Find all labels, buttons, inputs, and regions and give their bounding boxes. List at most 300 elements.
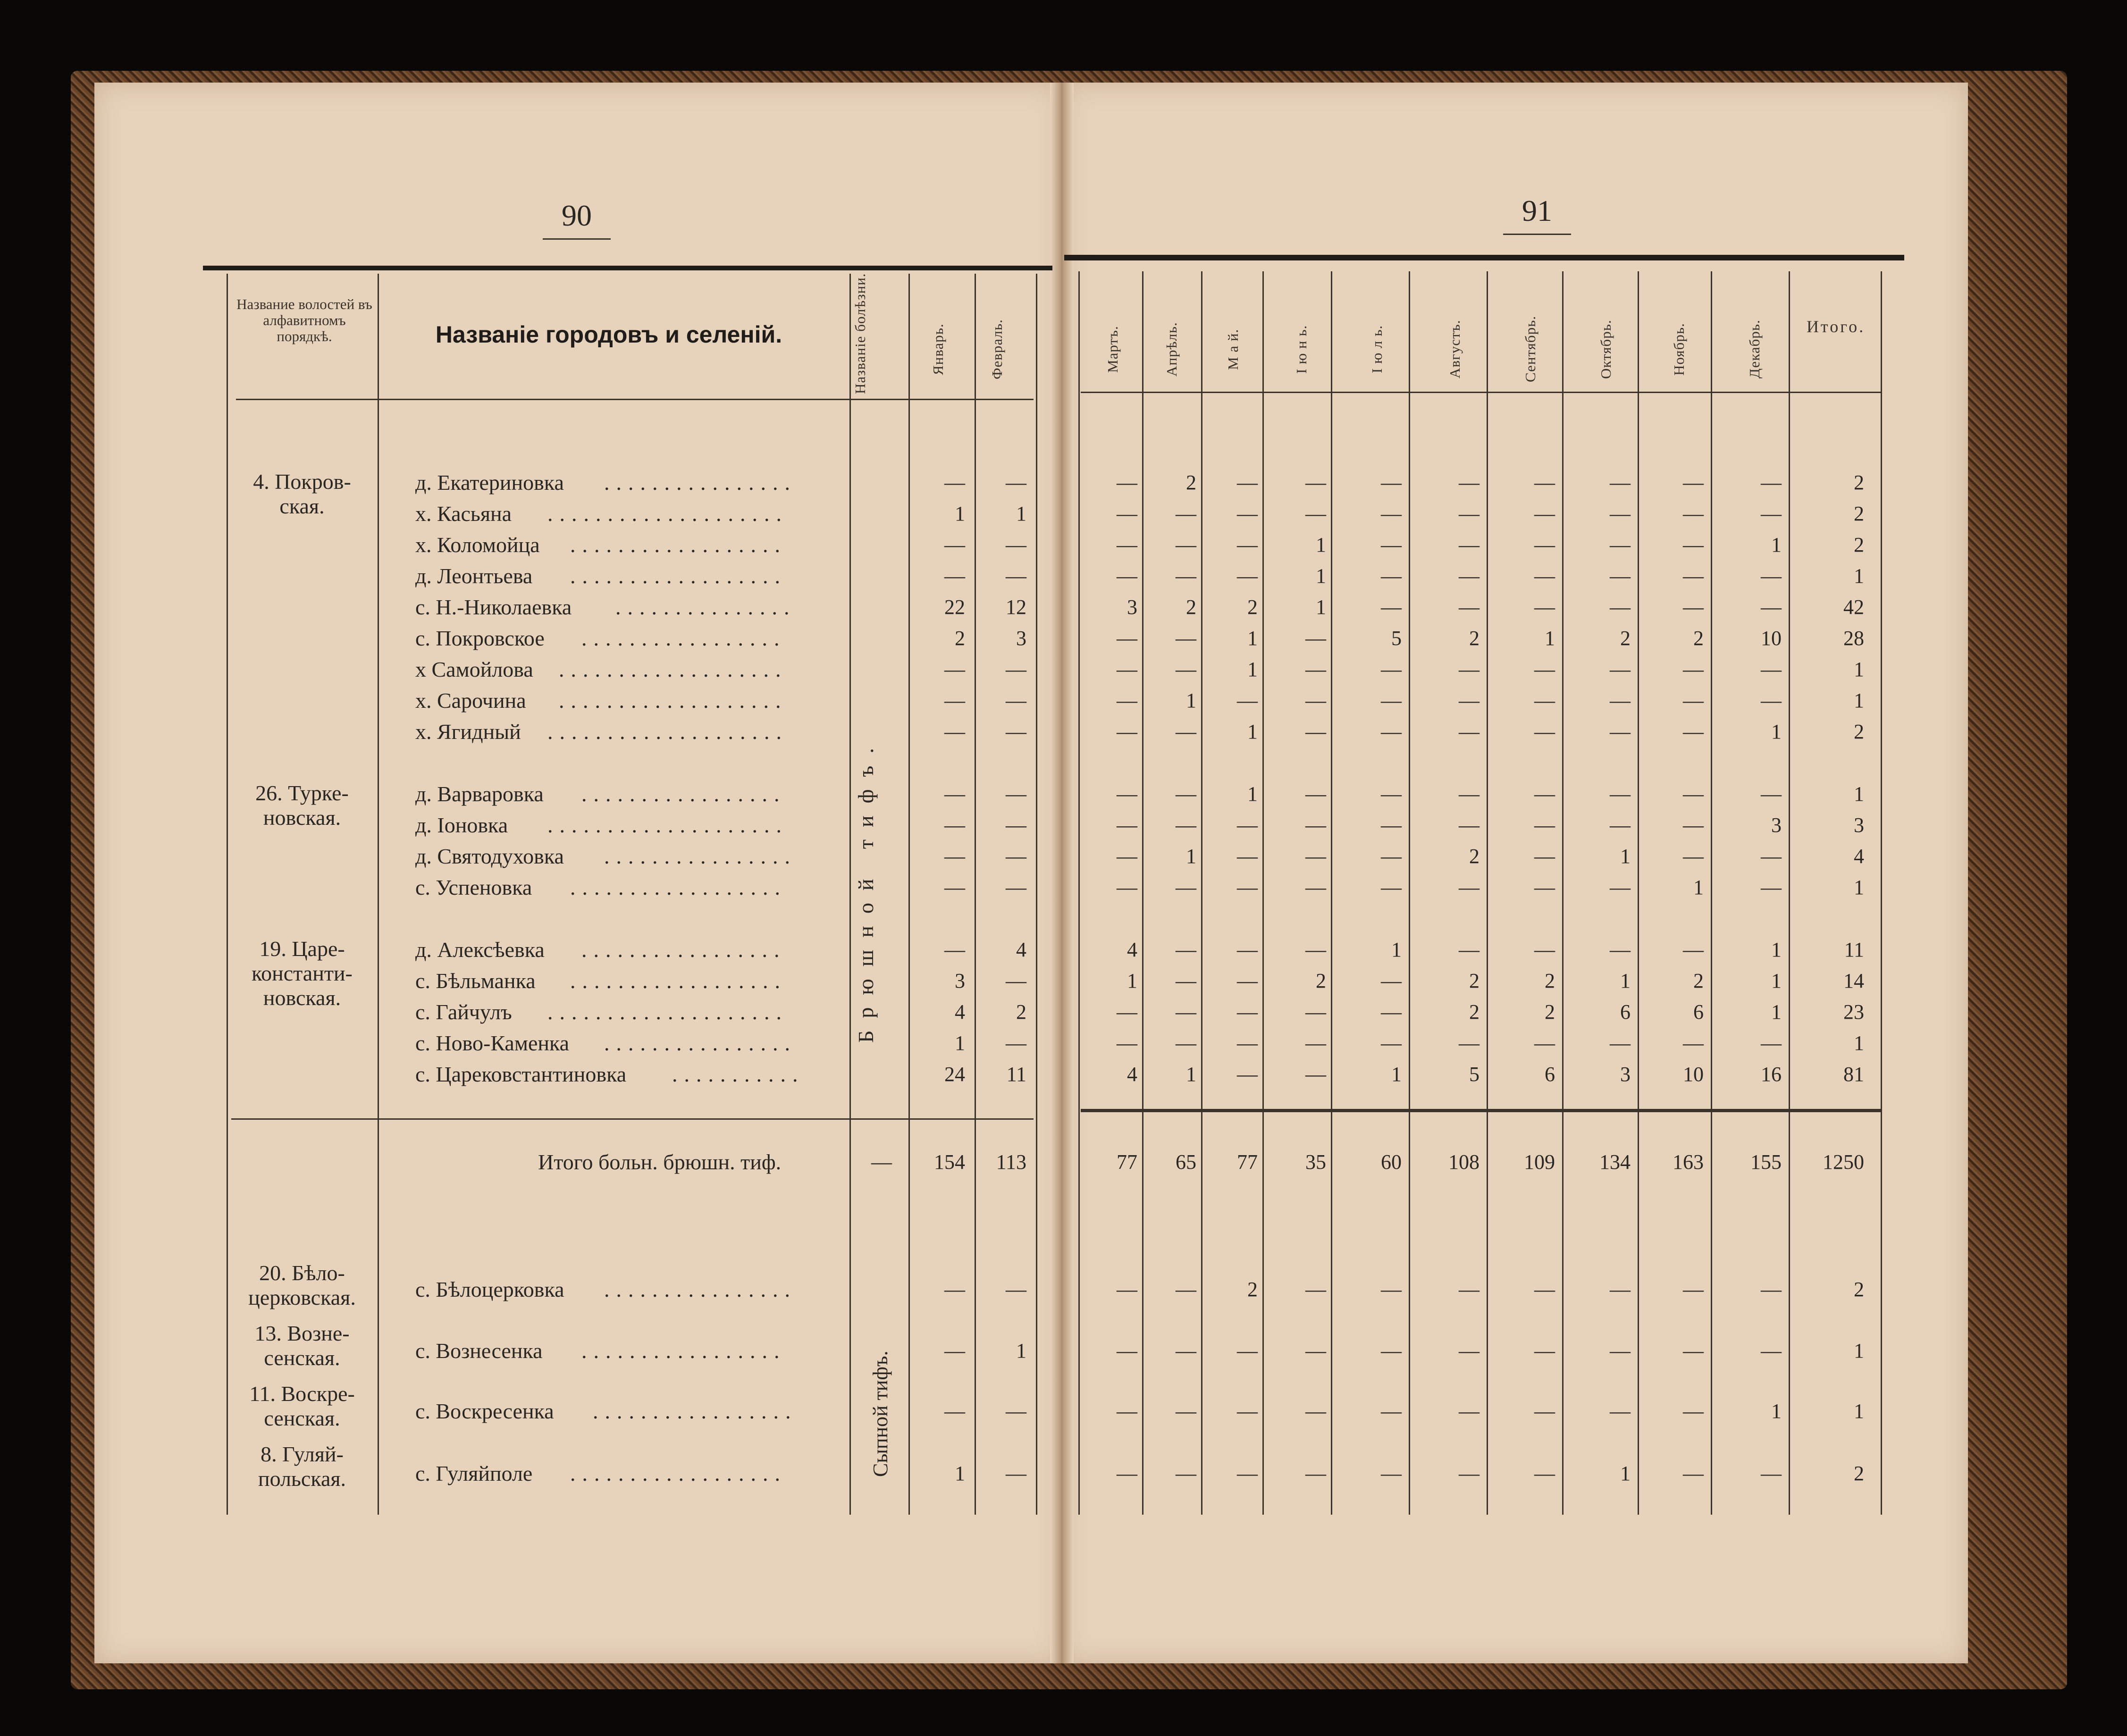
typhus-cell: — — [1176, 1339, 1196, 1362]
typhoid-cell: 3 — [1016, 627, 1026, 650]
typhoid-cell: 1 — [1854, 564, 1864, 587]
column-rule — [1562, 271, 1564, 1515]
typhoid-cell: — — [1176, 533, 1196, 556]
typhoid-settlement-name: х. Касьяна — [415, 502, 512, 526]
typhoid-cell: 2 — [955, 627, 965, 650]
typhoid-cell: 1 — [1186, 845, 1196, 868]
header-bottom-rule-left — [236, 399, 1034, 400]
top-rule-left — [203, 266, 1052, 270]
typhoid-cell: — — [1761, 876, 1782, 899]
typhoid-cell: — — [1610, 689, 1631, 712]
column-rule — [1409, 271, 1410, 1515]
typhoid-cell: — — [1381, 782, 1402, 805]
typhoid-cell: — — [1117, 720, 1137, 743]
typhoid-cell: — — [1117, 658, 1137, 681]
typhoid-cell: — — [1683, 813, 1704, 837]
volost-tsarekonstantinovskaya: 19. Царе- константи- новская. — [252, 937, 353, 1010]
typhoid-cell: — — [1610, 720, 1631, 743]
page-number-left: 90 — [562, 199, 592, 232]
typhoid-cell: 22 — [944, 595, 965, 619]
typhoid-cell: — — [1683, 938, 1704, 961]
typhoid-cell: — — [1459, 533, 1480, 556]
typhoid-cell: — — [1237, 876, 1258, 899]
typhoid-cell: 1 — [1854, 658, 1864, 681]
typhoid-cell: — — [1006, 845, 1026, 868]
typhoid-cell: — — [1006, 876, 1026, 899]
typhoid-cell: — — [1176, 502, 1196, 525]
volost-turkenovskaya: 26. Турке- новская. — [255, 781, 349, 830]
typhoid-cell: — — [1610, 595, 1631, 619]
typhoid-cell: — — [1305, 627, 1326, 650]
typhoid-cell: — — [944, 471, 965, 494]
typhoid-cell: 6 — [1620, 1000, 1631, 1023]
typhoid-cell: — — [1459, 689, 1480, 712]
typhoid-cell: — — [1534, 876, 1555, 899]
typhoid-cell: 81 — [1843, 1063, 1864, 1086]
typhoid-cell: — — [1006, 471, 1026, 494]
typhoid-cell: 14 — [1843, 969, 1864, 992]
typhus-cell: — — [1459, 1339, 1480, 1362]
typhus-settlement-name: с. Вознесенка — [415, 1339, 543, 1363]
typhoid-cell: — — [1683, 658, 1704, 681]
typhoid-cell: — — [1459, 471, 1480, 494]
typhoid-cell: — — [1305, 813, 1326, 837]
typhoid-cell: 2 — [1469, 1000, 1480, 1023]
typhoid-cell: 3 — [1127, 595, 1137, 619]
typhoid-cell: 24 — [944, 1063, 965, 1086]
typhoid-cell: — — [1381, 595, 1402, 619]
total-row-label: Итого больн. брюшн. тиф. — [538, 1150, 782, 1174]
typhoid-cell: 1 — [1316, 595, 1326, 619]
typhoid-cell: — — [1305, 782, 1326, 805]
typhoid-cell: 4 — [1854, 845, 1864, 868]
typhoid-cell: — — [1761, 845, 1782, 868]
typhoid-cell: 2 — [1316, 969, 1326, 992]
typhoid-cell: 1 — [1854, 876, 1864, 899]
typhoid-cell: — — [1237, 689, 1258, 712]
column-rule — [1036, 274, 1037, 1515]
typhoid-cell: 3 — [1854, 813, 1864, 837]
typhoid-cell: 16 — [1761, 1063, 1782, 1086]
typhus-cell: — — [1683, 1278, 1704, 1301]
typhus-cell: 2 — [1854, 1278, 1864, 1301]
typhoid-cell: 2 — [1469, 845, 1480, 868]
typhoid-cell: — — [1176, 938, 1196, 961]
typhoid-cell: 1 — [1391, 938, 1402, 961]
typhoid-cell: — — [1176, 813, 1196, 837]
typhoid-cell: — — [1117, 782, 1137, 805]
total-row-cell: 108 — [1448, 1150, 1480, 1174]
header-dec: Декабрь. — [1746, 319, 1763, 379]
typhoid-cell: — — [944, 533, 965, 556]
typhoid-cell: 1 — [1016, 502, 1026, 525]
typhus-cell: — — [1381, 1339, 1402, 1362]
typhus-cell: 2 — [1854, 1462, 1864, 1485]
typhoid-cell: — — [1381, 1032, 1402, 1055]
typhoid-cell: — — [1683, 845, 1704, 868]
typhoid-cell: 3 — [955, 969, 965, 992]
typhoid-cell: — — [944, 845, 965, 868]
typhoid-cell: — — [944, 813, 965, 837]
typhoid-cell: — — [1381, 564, 1402, 587]
header-disease: Названіе болѣзни. — [852, 273, 868, 394]
typhoid-settlement-name: с. Успеновка — [415, 875, 532, 899]
typhus-cell: 1 — [1854, 1400, 1864, 1423]
typhus-cell: — — [1534, 1400, 1555, 1423]
header-apr: Апрѣль. — [1163, 322, 1180, 377]
typhus-cell: — — [1305, 1278, 1326, 1301]
typhoid-cell: 2 — [1693, 627, 1704, 650]
typhoid-cell: — — [1459, 876, 1480, 899]
typhoid-cell: — — [1237, 1000, 1258, 1023]
typhoid-cell: — — [1006, 658, 1026, 681]
total-row-cell: 134 — [1599, 1150, 1631, 1174]
typhoid-cell: — — [1534, 564, 1555, 587]
typhoid-cell: 1 — [1620, 969, 1631, 992]
typhoid-settlement-name: с. Гайчулъ — [415, 1000, 512, 1024]
typhoid-cell: — — [1176, 1000, 1196, 1023]
typhoid-cell: 5 — [1469, 1063, 1480, 1086]
typhus-cell: — — [1610, 1278, 1631, 1301]
typhus-cell: — — [1117, 1462, 1137, 1485]
typhoid-cell: — — [1534, 658, 1555, 681]
typhoid-cell: — — [1381, 876, 1402, 899]
typhus-cell: — — [1534, 1462, 1555, 1485]
typhus-cell: — — [1761, 1462, 1782, 1485]
typhoid-cell: 28 — [1843, 627, 1864, 650]
typhoid-cell: 2 — [1469, 969, 1480, 992]
total-row-cell: 155 — [1750, 1150, 1782, 1174]
typhoid-cell: — — [1683, 533, 1704, 556]
typhoid-cell: — — [1610, 876, 1631, 899]
typhoid-cell: — — [1305, 689, 1326, 712]
typhoid-cell: — — [1761, 658, 1782, 681]
typhoid-cell: — — [1459, 720, 1480, 743]
typhoid-cell: — — [1305, 938, 1326, 961]
typhoid-cell: — — [1117, 813, 1137, 837]
typhoid-cell: 1 — [1854, 1032, 1864, 1055]
typhoid-cell: — — [1006, 689, 1026, 712]
typhoid-cell: — — [1006, 1032, 1026, 1055]
typhus-cell: — — [1683, 1462, 1704, 1485]
typhus-cell: — — [1176, 1462, 1196, 1485]
typhus-cell: — — [1305, 1400, 1326, 1423]
typhoid-cell: — — [1117, 564, 1137, 587]
typhoid-cell: 2 — [1186, 471, 1196, 494]
typhoid-cell: 1 — [1316, 564, 1326, 587]
typhoid-cell: — — [1683, 782, 1704, 805]
typhoid-cell: 6 — [1545, 1063, 1555, 1086]
total-row-cell: 77 — [1117, 1150, 1137, 1174]
typhoid-cell: 11 — [1006, 1063, 1026, 1086]
typhoid-cell: — — [944, 564, 965, 587]
typhoid-cell: — — [1305, 1063, 1326, 1086]
total-row-cell: 109 — [1524, 1150, 1555, 1174]
typhoid-cell: 4 — [1016, 938, 1026, 961]
typhoid-cell: — — [1117, 627, 1137, 650]
typhoid-cell: — — [1761, 502, 1782, 525]
typhoid-cell: — — [1381, 502, 1402, 525]
typhoid-cell: 1 — [955, 1032, 965, 1055]
typhus-cell: 1 — [955, 1462, 965, 1485]
typhus-cell: 1 — [1620, 1462, 1631, 1485]
column-rule — [1789, 271, 1790, 1515]
typhoid-cell: — — [1534, 533, 1555, 556]
header-may: М а й. — [1225, 328, 1241, 370]
typhoid-cell: — — [1237, 471, 1258, 494]
typhoid-cell: 2 — [1693, 969, 1704, 992]
typhoid-cell: 5 — [1391, 627, 1402, 650]
typhoid-cell: — — [1459, 938, 1480, 961]
typhoid-cell: 12 — [1006, 595, 1026, 619]
typhus-cell: 2 — [1247, 1278, 1258, 1301]
typhoid-cell: — — [1610, 813, 1631, 837]
typhus-cell: — — [1305, 1462, 1326, 1485]
typhoid-cell: — — [1176, 1032, 1196, 1055]
typhoid-cell: — — [1761, 471, 1782, 494]
typhus-cell: — — [1534, 1278, 1555, 1301]
typhoid-cell: — — [1237, 938, 1258, 961]
typhoid-cell: — — [1117, 845, 1137, 868]
total-row-disease-cell: — — [871, 1150, 892, 1174]
typhoid-cell: — — [1534, 938, 1555, 961]
typhoid-cell: — — [1176, 782, 1196, 805]
typhoid-cell: 1 — [1771, 938, 1782, 961]
typhoid-cell: 4 — [1127, 1063, 1137, 1086]
typhoid-cell: 2 — [1620, 627, 1631, 650]
typhoid-cell: 1 — [1693, 876, 1704, 899]
typhoid-cell: 2 — [1469, 627, 1480, 650]
typhoid-settlement-name: х Самойлова — [415, 657, 533, 681]
typhoid-cell: 1 — [1771, 969, 1782, 992]
top-rule-right — [1064, 255, 1904, 260]
typhus-cell: 1 — [1854, 1339, 1864, 1362]
typhoid-cell: — — [1683, 564, 1704, 587]
total-row-cell: 113 — [996, 1150, 1026, 1174]
typhoid-cell: — — [1459, 502, 1480, 525]
column-rule — [1711, 271, 1712, 1515]
typhus-cell: — — [1381, 1462, 1402, 1485]
column-rule — [1487, 271, 1488, 1515]
typhoid-cell: — — [1534, 813, 1555, 837]
column-rule — [1881, 271, 1882, 1515]
typhoid-cell: — — [1381, 720, 1402, 743]
typhoid-cell: — — [1610, 938, 1631, 961]
typhoid-cell: 1 — [1247, 658, 1258, 681]
total-row-cell: 60 — [1381, 1150, 1402, 1174]
typhus-cell: — — [1237, 1462, 1258, 1485]
typhoid-cell: — — [1237, 1032, 1258, 1055]
typhus-settlement-name: с. Бѣлоцерковка — [415, 1277, 564, 1301]
typhoid-cell: — — [1237, 813, 1258, 837]
typhoid-cell: — — [1761, 595, 1782, 619]
typhoid-cell: — — [1459, 782, 1480, 805]
typhus-cell: 1 — [1771, 1400, 1782, 1423]
header-sep: Сентябрь. — [1522, 316, 1539, 383]
total-row-cell: 35 — [1305, 1150, 1326, 1174]
typhoid-cell: — — [1381, 533, 1402, 556]
typhus-cell: — — [1381, 1278, 1402, 1301]
typhoid-cell: 42 — [1843, 595, 1864, 619]
typhus-settlement-name: с. Гуляйполе — [415, 1461, 533, 1485]
typhoid-cell: — — [1683, 471, 1704, 494]
typhoid-cell: — — [1459, 658, 1480, 681]
typhoid-cell: 1 — [1545, 627, 1555, 650]
typhoid-cell: — — [1534, 845, 1555, 868]
disease-label-typhoid: Брюшной тифъ. — [854, 736, 878, 1043]
typhoid-cell: — — [1381, 689, 1402, 712]
typhoid-cell: 1 — [1620, 845, 1631, 868]
header-mar: Мартъ. — [1104, 326, 1121, 373]
typhoid-settlement-name: с. Покровское — [415, 626, 545, 650]
typhus-cell: — — [944, 1339, 965, 1362]
typhoid-settlement-name: х. Коломойца — [415, 533, 540, 557]
typhoid-cell: 23 — [1843, 1000, 1864, 1023]
typhoid-settlement-name: с. Царековстантиновка — [415, 1062, 627, 1086]
typhoid-cell: — — [1610, 658, 1631, 681]
column-rule — [1262, 271, 1264, 1515]
typhus-cell: — — [1237, 1339, 1258, 1362]
volost-voznesenskaya: 13. Возне- сенская. — [254, 1321, 350, 1370]
typhoid-cell: 2 — [1854, 502, 1864, 525]
typhoid-cell: 2 — [1545, 969, 1555, 992]
typhoid-settlement-name: д. Леонтьева — [415, 564, 533, 588]
typhoid-cell: 1 — [1127, 969, 1137, 992]
typhoid-cell: — — [1459, 813, 1480, 837]
typhoid-cell: — — [1117, 533, 1137, 556]
header-feb: Февраль. — [989, 319, 1005, 379]
typhoid-cell: — — [1117, 876, 1137, 899]
typhoid-settlement-name: д. Екатериновка — [415, 470, 564, 495]
typhoid-cell: — — [944, 720, 965, 743]
header-jul: І ю л ь. — [1369, 325, 1385, 374]
typhoid-cell: 1 — [1771, 533, 1782, 556]
header-settlement: Названіе городовъ и селеній. — [435, 321, 782, 348]
typhoid-cell: — — [944, 876, 965, 899]
typhoid-cell: — — [1534, 471, 1555, 494]
typhoid-cell: — — [1237, 502, 1258, 525]
typhoid-cell: 1 — [955, 502, 965, 525]
typhoid-settlement-name: д. Іоновка — [415, 813, 508, 837]
typhoid-cell: — — [1006, 969, 1026, 992]
typhus-cell: — — [1459, 1400, 1480, 1423]
typhus-cell: 1 — [1016, 1339, 1026, 1362]
disease-label-typhus: Сыпной тифъ. — [869, 1350, 892, 1477]
typhoid-cell: 2 — [1186, 595, 1196, 619]
typhoid-cell: — — [1305, 502, 1326, 525]
typhoid-cell: — — [1381, 845, 1402, 868]
total-row-cell: 163 — [1673, 1150, 1704, 1174]
typhoid-cell: — — [1610, 471, 1631, 494]
typhoid-cell: — — [1761, 782, 1782, 805]
typhoid-cell: — — [1176, 564, 1196, 587]
typhus-cell: — — [1610, 1339, 1631, 1362]
typhoid-cell: — — [1305, 1032, 1326, 1055]
typhoid-cell: — — [1683, 720, 1704, 743]
typhoid-settlement-name: с. Бѣльманка — [415, 969, 536, 993]
header-oct: Октябрь. — [1597, 319, 1614, 379]
typhus-cell: — — [944, 1400, 965, 1423]
typhoid-cell: 3 — [1620, 1063, 1631, 1086]
typhus-cell: — — [1761, 1339, 1782, 1362]
typhoid-cell: — — [1534, 1032, 1555, 1055]
typhoid-cell: 2 — [1545, 1000, 1555, 1023]
typhoid-cell: — — [1610, 1032, 1631, 1055]
typhoid-cell: — — [1381, 813, 1402, 837]
typhoid-settlement-name: х. Ягидный — [415, 720, 521, 744]
typhoid-cell: 1 — [1247, 720, 1258, 743]
typhoid-cell: 1 — [1247, 782, 1258, 805]
typhoid-cell: — — [1683, 1032, 1704, 1055]
typhoid-cell: — — [1117, 471, 1137, 494]
total-rule-left — [231, 1118, 1034, 1120]
typhoid-cell: — — [1381, 658, 1402, 681]
typhus-cell: — — [1117, 1278, 1137, 1301]
typhoid-cell: 1 — [1771, 1000, 1782, 1023]
typhoid-cell: — — [1683, 502, 1704, 525]
typhoid-settlement-name: с. Ново-Каменка — [415, 1031, 570, 1055]
typhoid-cell: 1 — [1247, 627, 1258, 650]
volost-pokrovskaya: 4. Покров- ская. — [253, 470, 351, 518]
typhoid-cell: — — [1381, 471, 1402, 494]
total-row-cell: 154 — [934, 1150, 965, 1174]
typhus-cell: — — [1176, 1278, 1196, 1301]
typhus-cell: — — [1459, 1278, 1480, 1301]
book-gutter — [1050, 83, 1074, 1663]
typhoid-cell: — — [1610, 782, 1631, 805]
column-rule — [849, 274, 851, 1515]
total-row-cell: 77 — [1237, 1150, 1258, 1174]
typhoid-cell: — — [1117, 502, 1137, 525]
column-rule — [1638, 271, 1639, 1515]
typhoid-cell: — — [944, 658, 965, 681]
typhoid-cell: — — [1006, 564, 1026, 587]
volost-belotserkovskaya: 20. Бѣло- церковская. — [248, 1261, 356, 1309]
typhoid-cell: — — [1006, 782, 1026, 805]
typhoid-cell: — — [1381, 1000, 1402, 1023]
typhoid-cell: — — [1237, 564, 1258, 587]
volost-voskresenskaya: 11. Воскре- сенская. — [249, 1382, 355, 1430]
typhoid-cell: — — [1534, 502, 1555, 525]
typhoid-cell: — — [1176, 876, 1196, 899]
header-jun: І ю н ь. — [1293, 325, 1310, 374]
typhus-cell: — — [1683, 1400, 1704, 1423]
typhoid-cell: 1 — [1391, 1063, 1402, 1086]
typhoid-cell: — — [1006, 813, 1026, 837]
typhoid-cell: 10 — [1761, 627, 1782, 650]
typhoid-cell: — — [1305, 876, 1326, 899]
typhus-cell: — — [1459, 1462, 1480, 1485]
typhoid-cell: — — [1176, 720, 1196, 743]
typhoid-cell: 1 — [1186, 689, 1196, 712]
typhoid-cell: — — [1176, 969, 1196, 992]
typhoid-cell: — — [1305, 720, 1326, 743]
typhus-cell: — — [944, 1278, 965, 1301]
typhoid-cell: 11 — [1844, 938, 1864, 961]
typhoid-cell: 4 — [955, 1000, 965, 1023]
typhoid-cell: 2 — [1247, 595, 1258, 619]
typhoid-cell: — — [1610, 533, 1631, 556]
typhoid-cell: — — [1305, 471, 1326, 494]
typhus-cell: — — [1117, 1400, 1137, 1423]
typhoid-cell: 1 — [1854, 782, 1864, 805]
total-rule-right — [1081, 1109, 1881, 1112]
header-aug: Августъ. — [1446, 319, 1463, 379]
typhoid-cell: 2 — [1016, 1000, 1026, 1023]
typhoid-cell: — — [1237, 845, 1258, 868]
typhoid-cell: — — [1237, 969, 1258, 992]
typhoid-cell: — — [1534, 595, 1555, 619]
